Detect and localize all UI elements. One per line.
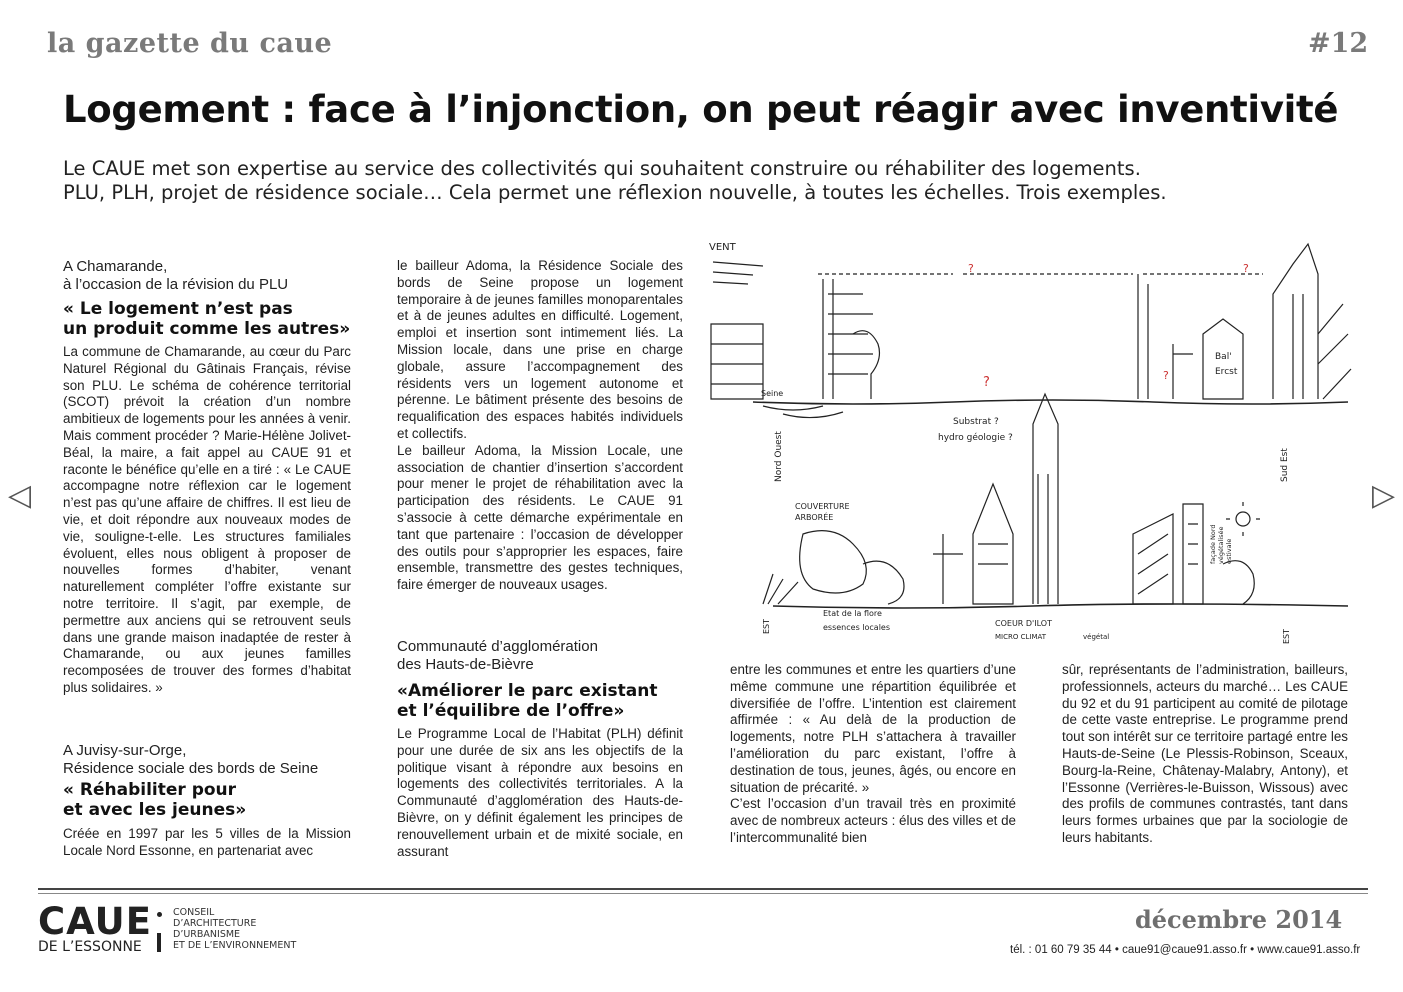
section3-quote-line-2: et l’équilibre de l’offre» [397, 701, 625, 721]
sketch-label-facade: façade Nord [1209, 524, 1217, 564]
footer-divider [38, 888, 1368, 890]
caue-description-line-2: D’ARCHITECTURE [173, 918, 257, 929]
section3-body-end: sûr, représentants de l’administration, bailleurs, professionnels, acteurs du marché… Les CAUE du 92 et du 91 participent au comité de pilotage de cette vaste entreprise. Le programme prend tout son intérêt sur ce territoire partagé entre les Hauts-de-Seine (Le Plessis-Robinson, Sceaux, Bourg-la-Reine, Châtenay-Malabry, Antony), et l’Essonne (Verrières-le-Buisson, Wissous) avec des profils de communes contrastés, tant dans leurs formes urbaines que par la sociologie de leurs habitants. [1062, 662, 1348, 845]
sketch-label-flore: Etat de la flore [823, 609, 882, 618]
previous-page-icon[interactable]: ◁ [8, 478, 32, 513]
sketch-question-4: ? [1163, 369, 1169, 382]
caue-description-line-4: ET DE L’ENVIRONNEMENT [173, 940, 297, 951]
caue-description [173, 907, 296, 951]
sketch-label-sud-est: Sud Est [1280, 448, 1290, 482]
caue-description-line-3: D’URBANISME [173, 929, 241, 940]
sketch-question-3: ? [983, 375, 990, 390]
intro-line-1: Le CAUE met son expertise au service des collectivités qui souhaitent construire ou réhabiliter des logements. [63, 157, 1141, 180]
sketch-label-couverture: COUVERTURE [795, 502, 850, 511]
sketch-label-arboree: ARBORÉE [795, 513, 834, 522]
sketch-label-est-right: EST [1282, 628, 1291, 644]
section3-quote [397, 681, 683, 721]
section2-location-line-1: A Juvisy-sur-Orge, [63, 742, 187, 759]
section2-body-continued [397, 258, 683, 594]
sketch-label-nord-ouest: Nord Ouest [774, 431, 784, 482]
sketch-label-coeur: COEUR D'ILOT [995, 619, 1052, 628]
section2-location-line-2: Résidence sociale des bords de Seine [63, 760, 319, 777]
section3-paragraph-2: entre les communes et entre les quartiers d’une même commune une répartition équilibrée et diversifiée de l’offre. L’intention est clairement affirmée : « Au delà de la production de logements, notre PLH s’attachera à travailler l’amélioration du parc existant, l’offre à destination de tous, jeunes, âgés, ou encore en situation de précarité. » [730, 662, 1016, 795]
footer-divider-thin [38, 893, 1368, 894]
section2-paragraph-2: Le bailleur Adoma, la Mission Locale, une association de chantier d’insertion s’accordent pour mener le projet de réhabilitation avec la participation des résidents. Le CAUE 91 s’associe à cette démarche expérimentale en tant que partenaire : l’occasion de développer des outils pour s’approprier les espaces, faire ensemble, transmettre des gestes techniques, faire émerger de nouveaux usages. [397, 442, 683, 593]
sketch-question-2: ? [1243, 262, 1249, 275]
sketch-label-micro: MICRO CLIMAT [995, 633, 1047, 641]
contact-info: tél. : 01 60 79 35 44 • caue91@caue91.asso.fr • www.caue91.asso.fr [1010, 944, 1361, 956]
section3-body-continued [730, 662, 1016, 847]
section1-body: La commune de Chamarande, au cœur du Parc Naturel Régional du Gâtinais Français, révise son PLU. Le schéma de cohérence territorial (SCOT) prévoit la création d’un nombre ambitieux de logements pour les années à venir. Mais comment procéder ? Marie-Hélène Jolivet-Béal, la maire, a fait appel au CAUE 91 et raconte le bénéfice qu’elle en a tiré : « Le CAUE accompagne notre réflexion car le logement n’est pas qu’une affaire de chiffres. Il est lieu de vie, et doit répondre aux nouveaux modes de vie, souligne-t-elle. Les structures familiales évoluent, elles nous obligent à proposer de nouvelles formes d’habiter, venant naturellement compléter l’offre existante sur notre territoire. Il s’agit, par exemple, de permettre aux anciens qui se retrouvent seuls dans une grande maison inadaptée de rester à Chamarande, ou aux jeunes familles recomposées de trouver des formes d’habitat plus solidaires. » [63, 344, 351, 695]
sketch-label-vegetalisee: végétalisée [1217, 526, 1225, 564]
headline: Logement : face à l’injonction, on peut réagir avec inventivité [63, 88, 1339, 131]
section1-location-line-1: A Chamarande, [63, 258, 168, 275]
section2-quote-line-2: et avec les jeunes» [63, 800, 247, 820]
sketch-label-bal: Bal' [1215, 352, 1232, 362]
logo-bar [157, 933, 161, 952]
intro-line-2: PLU, PLH, projet de résidence sociale… Cela permet une réflexion nouvelle, à toutes les échelles. Trois exemples. [63, 181, 1167, 204]
section2-paragraph-1: le bailleur Adoma, la Résidence Sociale des bords de Seine propose un logement temporaire à de jeunes familles monoparentales et à de jeunes adultes en difficulté. Logement, emploi et insertion sont intimement liés. La Mission locale, dans une prise en charge globale, assure l’accompagnement des résidents vers un logement autonome et pérenne. Le bâtiment présente des besoins de requalification des espaces habités individuels et collectifs. [397, 258, 683, 441]
section1-location [63, 258, 351, 294]
sketch-label-essences: essences locales [823, 623, 891, 632]
sketch-label-ercst: Ercst [1215, 367, 1238, 377]
section3-quote-line-1: «Améliorer le parc existant [397, 681, 658, 701]
section3-paragraph-3: C’est l’occasion d’un travail très en proximité avec de nombreux acteurs : élus des villes et de l’intercommunalité bien [730, 796, 1016, 845]
caue-description-line-1: CONSEIL [173, 907, 215, 918]
section1-quote-line-1: « Le logement n’est pas [63, 299, 293, 319]
section2-quote-line-1: « Réhabiliter pour [63, 780, 237, 800]
publication-title: la gazette du caue [47, 28, 333, 59]
caue-logo: CAUE [38, 900, 152, 943]
issue-date: décembre 2014 [1135, 905, 1343, 934]
issue-number: #12 [1308, 28, 1369, 59]
sketch-label-vent: VENT [709, 242, 736, 253]
section3-location-line-1: Communauté d’agglomération [397, 638, 598, 655]
sketch-label-estivale: estivale [1225, 538, 1233, 564]
sketch-label-est-left: EST [762, 618, 771, 634]
section3-location-line-2: des Hauts-de-Bièvre [397, 656, 534, 673]
section2-quote [63, 780, 351, 820]
sketch-label-hydro: hydro géologie ? [938, 433, 1013, 443]
sketch-label-substrat: Substrat ? [953, 417, 999, 427]
section2-location [63, 742, 351, 778]
section3-location [397, 638, 683, 674]
section1-quote-line-2: un produit comme les autres» [63, 319, 351, 339]
sketch-question-1: ? [968, 262, 974, 275]
section1-quote [63, 299, 351, 339]
section2-body-start: Créée en 1997 par les 5 villes de la Mission Locale Nord Essonne, en partenariat avec [63, 826, 351, 858]
caue-logo-subtitle: DE L’ESSONNE [38, 939, 142, 955]
next-page-icon[interactable]: ▷ [1372, 478, 1396, 513]
sketch-label-vegetal: végétal [1083, 633, 1110, 641]
section1-location-line-2: à l’occasion de la révision du PLU [63, 276, 289, 293]
architectural-sketch [703, 234, 1355, 646]
section3-body-start: Le Programme Local de l’Habitat (PLH) définit pour une durée de six ans les objectifs de la politique visant à répondre aux besoins en logements des collectivités territoriales. A la Communauté d’agglomération des Hauts-de-Bièvre, on y définit également les principes de renouvellement urbain et de mixité sociale, en assurant [397, 726, 683, 859]
sketch-label-seine: Seine [761, 389, 784, 398]
logo-dot [157, 912, 162, 917]
